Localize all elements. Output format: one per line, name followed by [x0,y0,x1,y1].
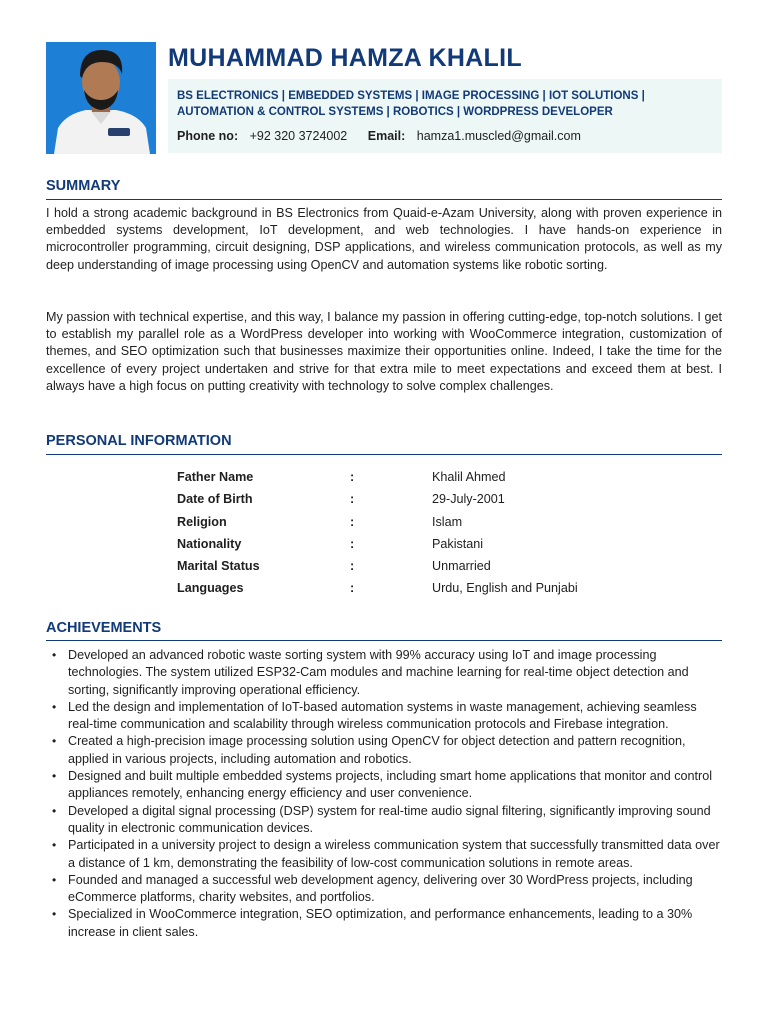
personal-info-value: Urdu, English and Punjabi [432,581,578,595]
bullet-icon: • [52,648,57,662]
personal-info-row [0,470,768,490]
email-label: Email: [367,129,406,143]
personal-info-colon: : [350,537,355,551]
personal-info-label: Religion [177,515,227,529]
personal-info-label: Marital Status [177,559,260,573]
personal-info-row [0,559,768,579]
achievement-item [46,768,722,803]
candidate-name: MUHAMMAD HAMZA KHALIL [168,44,522,72]
personal-info-label: Father Name [177,470,254,484]
bullet-icon: • [52,769,57,784]
personal-info-value: Pakistani [432,537,484,551]
personal-info-colon: : [350,470,355,484]
achievement-item [46,699,722,734]
personal-info-colon: : [350,559,355,573]
personal-info-row [0,492,768,512]
tagline-line-2: AUTOMATION & CONTROL SYSTEMS | ROBOTICS | WORDPRESS DEVELOPER [177,105,613,118]
personal-info-row [0,515,768,535]
achievement-text: Led the design and implementation of IoT-based automation systems in waste management, achieving seamless real-time communication and scalability through wireless communication protocols and Firebase integration. [68,699,697,732]
phone-value[interactable]: +92 320 3724002 [249,129,348,143]
tagline-line-1: BS ELECTRONICS | EMBEDDED SYSTEMS | IMAGE PROCESSING | IOT SOLUTIONS | [177,90,645,102]
achievement-text: Participated in a university project to design a wireless communication system that successfully transmitted data over a distance of 1 km, demonstrating the feasibility of low-cost communication solutions in remote areas. [68,838,720,870]
personal-info-colon: : [350,492,355,506]
achievement-item [46,906,722,941]
personal-info-colon: : [350,515,355,529]
personal-info-row [0,537,768,557]
bullet-icon: • [52,734,57,749]
header-info-box [168,79,722,153]
personal-info-row [0,581,768,601]
achievement-text: Developed a digital signal processing (DSP) system for real-time audio signal filtering, significantly improving sound quality in electronic communication devices. [68,803,711,835]
personal-info-label: Languages [177,581,244,595]
bullet-icon: • [52,872,57,887]
achievements-list [46,647,722,941]
personal-info-value: 29-July-2001 [432,492,505,506]
achievement-item [46,803,722,838]
phone-label: Phone no: [177,129,239,143]
achievements-heading: ACHIEVEMENTS [46,620,162,636]
achievement-item [46,647,722,699]
summary-paragraph-2: My passion with technical expertise, and this way, I balance my passion in offering cutting-edge, top-notch solutions. I get to establish my parallel role as a WordPress developer into working with WooCommerce integration, customization of themes, and SEO optimization such that businesses maximize their opportunities online. Indeed, I take the time for the excellence of every project undertaken and strive for that extra mile to meet expectations and exceed them at best. I always have a high focus on putting creativity with technology to solve complex challenges. [46,310,722,393]
profile-photo [46,42,156,154]
bullet-icon: • [52,803,57,818]
email-value[interactable]: hamza1.muscled@gmail.com [416,129,581,143]
personal-info-divider [46,454,722,455]
person-portrait-icon [46,42,156,154]
achievement-text: Created a high-precision image processing solution using OpenCV for object detection and pattern recognition, applied in various projects, including automation and robotics. [68,734,686,766]
personal-info-label: Date of Birth [177,492,253,506]
summary-heading: SUMMARY [46,178,121,194]
bullet-icon: • [52,907,57,922]
summary-paragraph-1: I hold a strong academic background in BS Electronics from Quaid-e-Azam University, along with proven experience in embedded systems development, IoT development, and web technologies. I have hands-on experience in microcontroller programming, circuit designing, DSP applications, and wireless communication protocols, as well as my deep understanding of image processing using OpenCV and automation systems like robotic sorting. [46,206,722,272]
personal-info-heading: PERSONAL INFORMATION [46,433,232,449]
achievement-text: Designed and built multiple embedded systems projects, including smart home applications that monitor and control appliances remotely, enhancing energy efficiency and user convenience. [68,769,713,801]
personal-info-colon: : [350,581,355,595]
personal-info-value: Unmarried [432,559,491,573]
bullet-icon: • [52,838,57,853]
bullet-icon: • [52,699,57,714]
achievement-item [46,733,722,768]
personal-info-value: Khalil Ahmed [432,470,506,484]
achievement-text: Founded and managed a successful web development agency, delivering over 30 WordPress projects, including eCommerce platforms, charity websites, and portfolios. [68,872,693,905]
contact-row [177,129,722,143]
achievement-item [46,837,722,872]
personal-info-value: Islam [432,515,463,529]
achievement-item [46,872,722,907]
personal-info-label: Nationality [177,537,242,551]
achievement-text: Specialized in WooCommerce integration, SEO optimization, and performance enhancements, leading to a 30% increase in client sales. [68,907,693,939]
summary-divider [46,199,722,200]
achievement-text: Developed an advanced robotic waste sorting system with 99% accuracy using IoT and image processing technologies. The system utilized ESP32-Cam modules and machine learning for real-time object detection and sorting, significantly improving operational efficiency. [68,648,689,697]
achievements-divider [46,640,722,641]
